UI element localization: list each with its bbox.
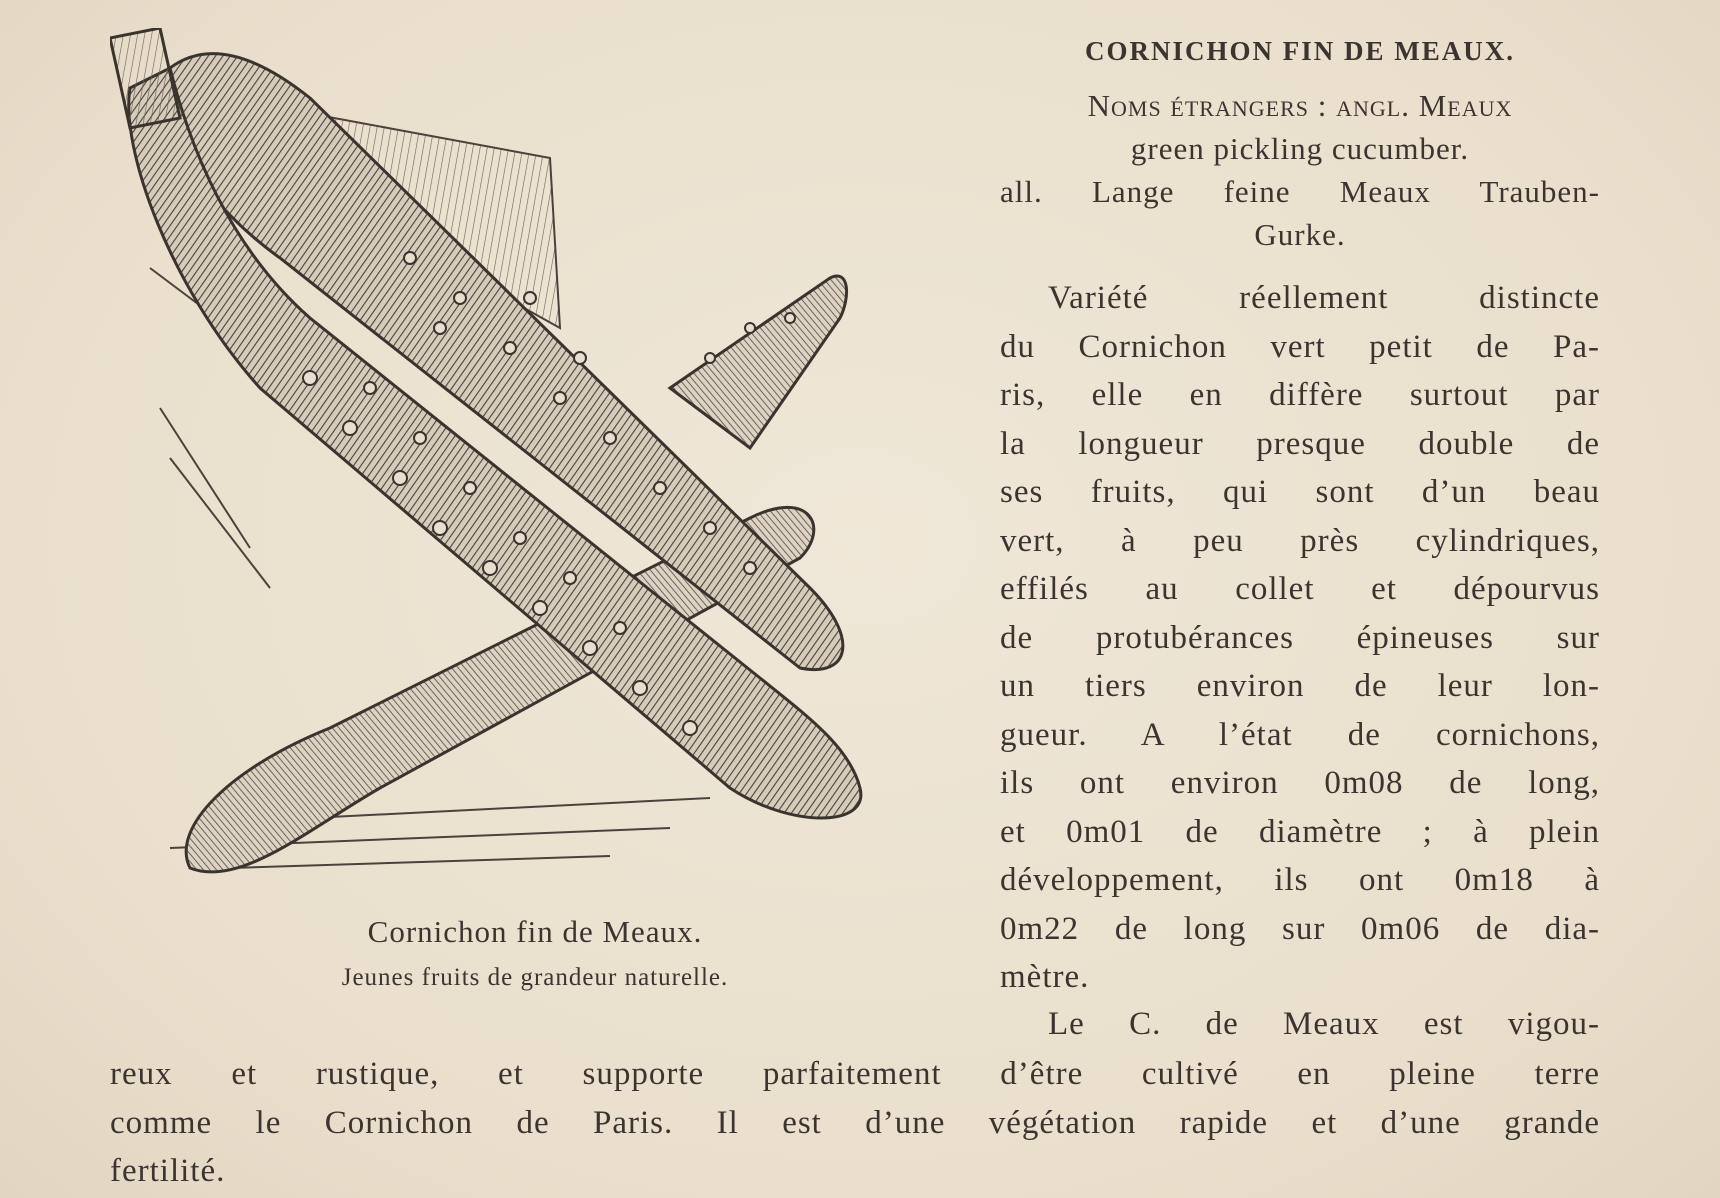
cucumber-illustration: [110, 28, 950, 908]
text-line: développement, ils ont 0m18 à: [1000, 862, 1600, 898]
paragraph-culture: [110, 1050, 1600, 1196]
paragraph-description: [1000, 274, 1600, 1002]
text-line: 0m22 de long sur 0m06 de dia-: [1000, 910, 1600, 947]
text-line: Variété réellement distincte: [1048, 280, 1600, 316]
text-line: comme le Cornichon de Paris. Il est d’une végétation rapide et d’une grande: [110, 1104, 1600, 1141]
text-line: mètre.: [1000, 959, 1090, 995]
text-line: reux et rustique, et supporte parfaitement d’être cultivé en pleine terre: [110, 1056, 1600, 1092]
text-line: la longueur presque double de: [1000, 425, 1600, 462]
text-line: ils ont environ 0m08 de long,: [1000, 765, 1600, 801]
text-line: du Cornichon vert petit de Pa-: [1000, 328, 1600, 365]
foreign-names-line: green pickling cucumber.: [1130, 131, 1470, 166]
text-line: un tiers environ de leur lon-: [1000, 668, 1600, 704]
stem: [110, 28, 180, 128]
text-line: Le C. de Meaux est vigou-: [1048, 1006, 1600, 1042]
text-line: et 0m01 de diamètre ; à plein: [1000, 813, 1600, 850]
foreign-names-line: all. Lange feine Meaux Trauben-: [1000, 174, 1600, 209]
figure-caption-subtitle: Jeunes fruits de grandeur naturelle.: [341, 964, 729, 991]
foreign-names-line: Gurke.: [1254, 217, 1346, 252]
cucumber-engraving: [110, 28, 950, 908]
text-line: fertilité.: [110, 1153, 226, 1189]
figure-caption-title: Cornichon fin de Meaux.: [367, 914, 703, 949]
text-line: effilés au collet et dépourvus: [1000, 571, 1600, 607]
text-line: ris, elle en diffère surtout par: [1000, 377, 1600, 413]
text-line: vert, à peu près cylindriques,: [1000, 522, 1600, 559]
text-line: gueur. A l’état de cornichons,: [1000, 716, 1600, 753]
text-line: ses fruits, qui sont d’un beau: [1000, 474, 1600, 510]
foreign-names: [1000, 84, 1600, 256]
article-title: CORNICHON FIN DE MEAUX.: [1085, 36, 1515, 66]
foreign-names-line: Noms étrangers : angl. Meaux: [1087, 88, 1513, 123]
cucumber-back: [670, 276, 847, 448]
text-line: de protubérances épineuses sur: [1000, 619, 1600, 656]
paragraph-culture-start: [1000, 1000, 1600, 1049]
